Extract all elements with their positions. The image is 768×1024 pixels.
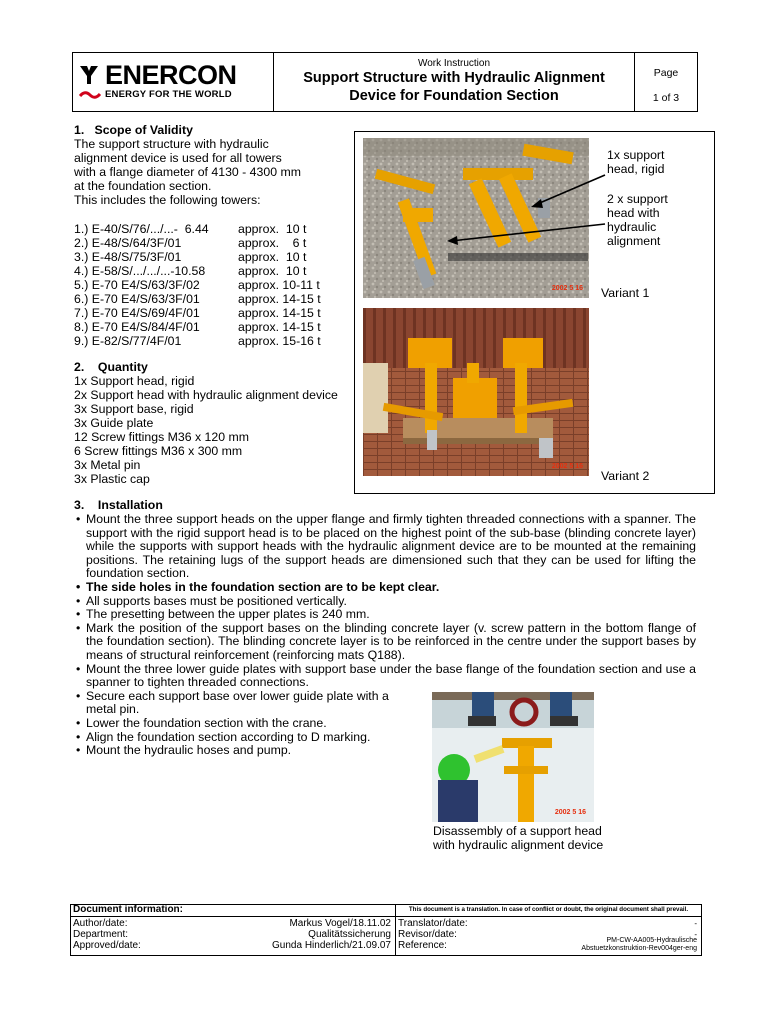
bullet-icon: • bbox=[76, 579, 81, 594]
variant1-photo bbox=[363, 138, 589, 298]
logo-swoosh-icon bbox=[79, 90, 101, 100]
doc-title-line2: Device for Foundation Section bbox=[349, 88, 559, 104]
bullet-icon: • bbox=[76, 715, 81, 730]
bullet-icon: • bbox=[76, 593, 81, 608]
installation-item: • The presetting between the upper plates is 240 mm. bbox=[76, 607, 370, 622]
installation-item: • All supports bases must be positioned vertically. bbox=[76, 593, 347, 608]
scope-heading: 1. Scope of Validity bbox=[74, 123, 193, 137]
photo-date-stamp: 2002 5 16 bbox=[551, 463, 583, 470]
quantity-item: 6 Screw fittings M36 x 300 mm bbox=[74, 444, 243, 458]
installation-item: • Lower the foundation section with the crane. bbox=[76, 715, 327, 730]
scope-text-line: This includes the following towers: bbox=[74, 193, 261, 207]
quantity-heading: 2. Quantity bbox=[74, 360, 148, 374]
bullet-icon: • bbox=[76, 729, 81, 744]
label-hydraulic-head: 2 x support head with hydraulic alignment bbox=[607, 192, 668, 248]
photo-date-stamp: 2002 5 16 bbox=[551, 285, 583, 292]
revisor-row: Revisor/date: - bbox=[398, 929, 697, 940]
document-footer bbox=[70, 904, 702, 956]
page-label: Page bbox=[653, 67, 679, 79]
footer-right bbox=[396, 905, 701, 955]
doc-title-line1: Support Structure with Hydraulic Alignment bbox=[303, 70, 605, 86]
quantity-item: 3x Metal pin bbox=[74, 458, 141, 472]
bullet-icon: • bbox=[76, 661, 81, 676]
variant2-photo bbox=[363, 308, 589, 476]
bullet-icon: • bbox=[76, 512, 81, 526]
page-number: 1 of 3 bbox=[652, 92, 680, 104]
scope-section bbox=[74, 123, 301, 207]
department-row: Department: Qualitätssicherung bbox=[73, 929, 391, 940]
document-header bbox=[72, 52, 698, 112]
logo-tagline: ENERGY FOR THE WORLD bbox=[105, 89, 232, 100]
variant1-label: Variant 1 bbox=[601, 286, 650, 300]
reference-row: Reference: bbox=[398, 940, 447, 951]
installation-item: • The side holes in the foundation section are to be kept clear. bbox=[76, 579, 440, 594]
tower-list bbox=[74, 222, 364, 348]
translation-notice: This document is a translation. In case of conflict or doubt, the original document shall prevail. bbox=[408, 906, 689, 913]
tower-row: 3.) E-48/S/75/3F/01 approx. 10 t bbox=[74, 250, 307, 264]
variant2-label: Variant 2 bbox=[601, 469, 650, 483]
photo-panel bbox=[354, 131, 715, 494]
quantity-item: 3x Support base, rigid bbox=[74, 402, 194, 416]
scope-text-line: The support structure with hydraulic bbox=[74, 137, 269, 151]
footer-left bbox=[71, 905, 396, 955]
tower-row: 4.) E-58/S/.../.../...-10.58 approx. 10 t bbox=[74, 264, 307, 278]
installation-item: • Mount the three lower guide plates with support base under the base flange of the foundation section and use a spanner to tighten threaded connections. bbox=[76, 661, 696, 690]
quantity-item: 3x Guide plate bbox=[74, 416, 154, 430]
doc-type: Work Instruction bbox=[417, 58, 491, 69]
bullet-icon: • bbox=[76, 607, 81, 622]
title-cell bbox=[274, 53, 635, 111]
installation-heading: 3. Installation bbox=[74, 498, 163, 512]
installation-item: • Align the foundation section according to D marking. bbox=[76, 729, 371, 744]
logo-cell bbox=[73, 53, 274, 111]
bullet-icon: • bbox=[76, 688, 81, 703]
tower-row: 5.) E-70 E4/S/63/3F/02 approx. 10-11 t bbox=[74, 278, 320, 292]
bullet-icon: • bbox=[76, 743, 81, 758]
quantity-item: 3x Plastic cap bbox=[74, 472, 150, 486]
approved-row: Approved/date: Gunda Hinderlich/21.09.07 bbox=[73, 940, 391, 951]
scope-text-line: with a flange diameter of 4130 - 4300 mm bbox=[74, 165, 301, 179]
disassembly-caption: Disassembly of a support head with hydraulic alignment device bbox=[433, 824, 604, 852]
reference-value: PM-CW-AA005-Hydraulische Abstuetzkonstruktion-Rev004ger-eng bbox=[581, 937, 697, 952]
installation-item: • Mount the three support heads on the upper flange and firmly tighten threaded connections with a spanner. The support with the rigid support head is to be placed on the highest point of the sub-base (blinding concrete layer) while the supports with support heads with the hydraulic alignment device are to be mounted at the remaining positions. The retaining lugs of the support heads are dimensioned such that they can be used for lifting the foundation section. bbox=[76, 512, 696, 581]
quantity-item: 12 Screw fittings M36 x 120 mm bbox=[74, 430, 249, 444]
quantity-section bbox=[74, 360, 338, 486]
enercon-logo-icon bbox=[79, 64, 99, 86]
tower-row: 8.) E-70 E4/S/84/4F/01 approx. 14-15 t bbox=[74, 320, 321, 334]
doc-info-label: Document information: bbox=[73, 904, 183, 915]
author-row: Author/date: Markus Vogel/18.11.02 bbox=[73, 918, 391, 929]
scope-text-line: at the foundation section. bbox=[74, 179, 212, 193]
tower-row: 2.) E-48/S/64/3F/01 approx. 6 t bbox=[74, 236, 307, 250]
photo-date-stamp: 2002 5 16 bbox=[554, 809, 586, 816]
logo-name: ENERCON bbox=[105, 60, 237, 90]
quantity-item: 1x Support head, rigid bbox=[74, 374, 195, 388]
scope-text-line: alignment device is used for all towers bbox=[74, 151, 282, 165]
disassembly-photo bbox=[432, 692, 594, 822]
installation-item: • Mark the position of the support bases on the blinding concrete layer (v. screw pattern in the bottom flange of the foundation section). The blinding concrete layer is to be reinforced in the centre under the support bases by means of structural reinforcement (reinforcing mats Q188). bbox=[76, 620, 696, 662]
label-rigid-head: 1x support head, rigid bbox=[607, 148, 665, 176]
quantity-item: 2x Support head with hydraulic alignment device bbox=[74, 388, 338, 402]
tower-row: 1.) E-40/S/76/.../...- 6.44 approx. 10 t bbox=[74, 222, 307, 236]
installation-item: • Mount the hydraulic hoses and pump. bbox=[76, 743, 292, 758]
installation-list bbox=[74, 513, 696, 758]
tower-row: 7.) E-70 E4/S/69/4F/01 approx. 14-15 t bbox=[74, 306, 321, 320]
bullet-icon: • bbox=[76, 620, 81, 635]
installation-item: • Secure each support base over lower guide plate with a metal pin. bbox=[76, 688, 389, 717]
translator-row: Translator/date: - bbox=[398, 918, 697, 929]
page-cell bbox=[635, 53, 697, 111]
tower-row: 6.) E-70 E4/S/63/3F/01 approx. 14-15 t bbox=[74, 292, 321, 306]
tower-row: 9.) E-82/S/77/4F/01 approx. 15-16 t bbox=[74, 334, 321, 348]
